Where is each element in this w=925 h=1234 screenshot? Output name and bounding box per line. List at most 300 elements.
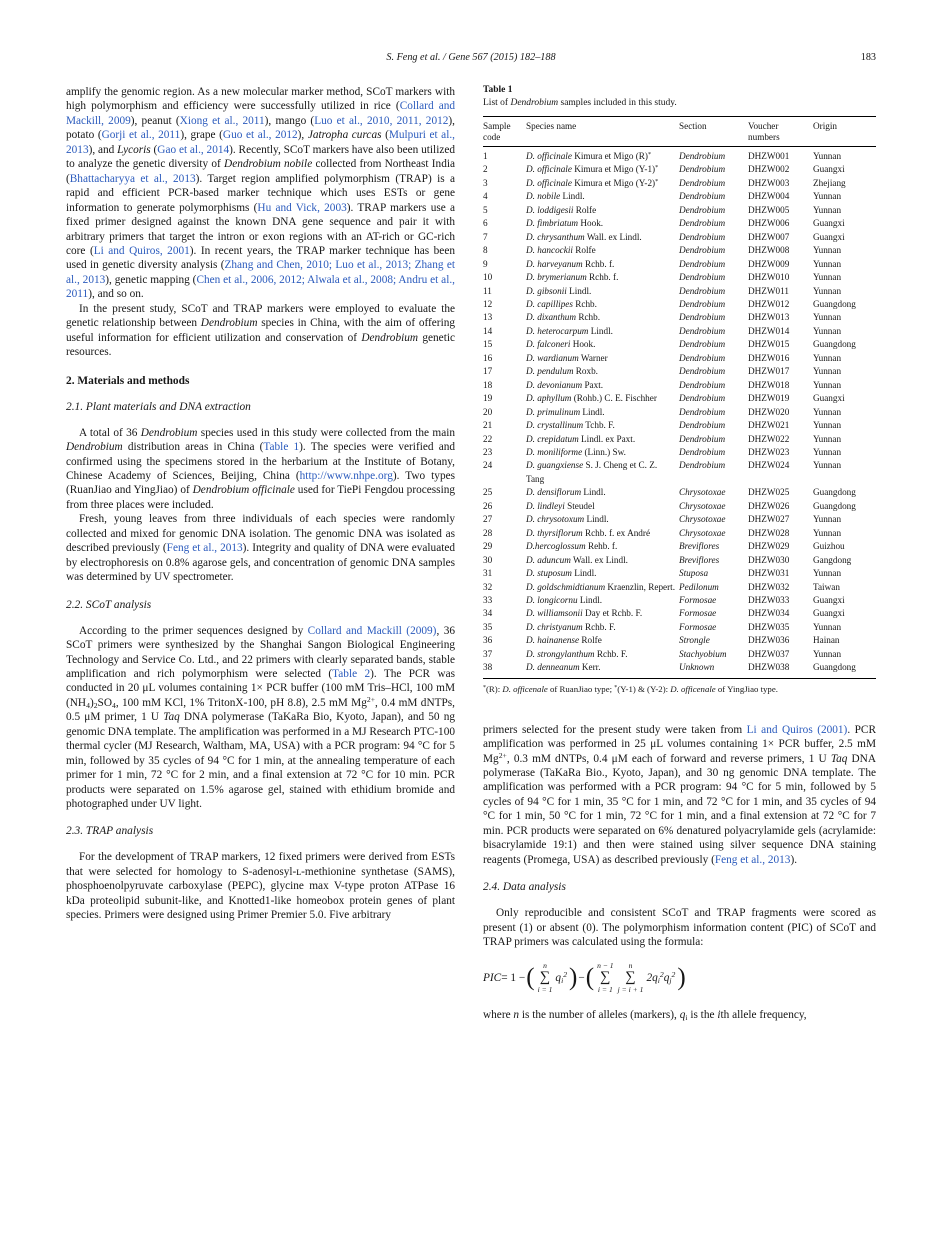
section-name: Dendrobium (679, 312, 726, 323)
table1-block (483, 85, 876, 695)
table-row (483, 594, 876, 607)
origin: Yunnan (813, 527, 842, 538)
section-name: Chrysotoxae (679, 527, 726, 538)
table-row (483, 433, 876, 446)
superscript: 2 (671, 970, 676, 980)
table-row (483, 513, 876, 526)
italic-text: D. aduncum (526, 554, 571, 565)
voucher-number: DHZW035 (748, 621, 790, 632)
origin: Yunnan (813, 446, 842, 457)
table-row (483, 661, 876, 678)
italic-text: D. densiflorum (526, 487, 582, 498)
citation-link[interactable]: Xiong et al., 2011 (179, 114, 265, 127)
origin: Yunnan (813, 245, 842, 256)
column-header: Origin (813, 121, 837, 131)
section-name: Dendrobium (679, 325, 726, 336)
section-name: Dendrobium (679, 446, 726, 457)
origin: Yunnan (813, 460, 842, 471)
voucher-number: DHZW028 (748, 527, 790, 538)
table-row (483, 177, 876, 190)
origin: Yunnan (813, 151, 842, 161)
sample-code: 30 (483, 554, 493, 565)
species-name: D. fimbriatum Hook. (526, 218, 604, 229)
italic-text: D. falconeri (526, 339, 571, 350)
table1-head (483, 117, 876, 147)
voucher-number: DHZW025 (748, 487, 790, 498)
species-name: D. denneanum Kerr. (526, 662, 601, 673)
voucher-number: DHZW021 (748, 420, 790, 431)
citation-link[interactable]: Mulpuri et al., 2013 (66, 129, 455, 156)
voucher-number: DHZW027 (748, 514, 790, 525)
italic-text: D. crepidatum (526, 433, 579, 444)
italic-text: D. denneanum (526, 662, 580, 673)
table-row (483, 352, 876, 365)
section-name: Formosae (679, 594, 717, 605)
section-name: Dendrobium (679, 272, 726, 283)
sample-code: 37 (483, 648, 493, 659)
italic-text: D. lindleyi (526, 500, 565, 511)
section-name: Unknown (679, 662, 715, 673)
section-name: Dendrobium (679, 393, 726, 404)
italic-text: D. chrysanthum (526, 231, 585, 242)
origin: Guangxi (813, 218, 845, 229)
species-name: D. hancockii Rolfe (526, 245, 596, 256)
citation-link[interactable]: Hu and Vick, 2003 (257, 201, 347, 214)
citation-link[interactable]: Feng et al., 2013 (714, 853, 791, 866)
two-column-layout (66, 85, 876, 1023)
table-row (483, 311, 876, 324)
italic-text: D.hercoglossum (526, 541, 586, 552)
species-name: D. aduncum Wall. ex Lindl. (526, 554, 628, 565)
column-header: Species name (526, 121, 577, 131)
italic-text: Dendrobium (200, 317, 258, 330)
italic-text: D. gibsonii (526, 285, 567, 296)
citation-link[interactable]: Chen et al., 2006, 2012; Alwala et al., 2008; Andru et al., 2011 (66, 273, 455, 301)
sample-code: 14 (483, 325, 493, 336)
formula-lhs: PIC (483, 971, 502, 984)
table-row (483, 285, 876, 298)
italic-text: D. loddigesii (526, 204, 574, 215)
citation-link[interactable]: Li and Quiros, 2001 (93, 244, 190, 257)
italic-text: Dendrobium officinale (192, 484, 295, 497)
table1-body (483, 147, 876, 679)
section-name: Breviflores (679, 554, 720, 565)
paragraph-formula-where: where n is the number of alleles (markers), qi is the ith allele frequency, (483, 1009, 807, 1023)
sample-code: 24 (483, 460, 493, 471)
origin: Yunnan (813, 568, 842, 579)
table-row (483, 325, 876, 338)
table-row (483, 190, 876, 203)
sample-code: 4 (483, 191, 488, 202)
section-name: Stachyobium (679, 648, 727, 659)
italic-text: D. primulinum (526, 406, 581, 417)
citation-link[interactable]: Gorji et al., 2011 (101, 129, 181, 142)
section-name: Pedilonum (679, 581, 719, 592)
sample-code: 26 (483, 500, 493, 511)
voucher-number: DHZW008 (748, 245, 790, 256)
superscript: 2 (563, 970, 568, 980)
voucher-number: DHZW016 (748, 352, 790, 363)
italic-text: D. fimbriatum (526, 218, 579, 229)
subscript: i (657, 975, 660, 985)
sample-code: 6 (483, 218, 488, 229)
italic-text: D. nobile (526, 191, 561, 202)
table1-label: Table 1 (483, 85, 513, 95)
sigma-icon: ∑ (539, 969, 551, 986)
voucher-number: DHZW001 (748, 151, 790, 161)
section-name: Dendrobium (679, 177, 726, 188)
species-name: D. dixanthum Rchb. (526, 312, 601, 323)
italic-text: Dendrobium (66, 441, 123, 454)
citation-link[interactable]: Table 2 (332, 667, 371, 680)
italic-text: Dendrobium (510, 98, 559, 108)
italic-text: D. stuposum (526, 568, 572, 579)
origin: Yunnan (813, 272, 842, 283)
table-row (483, 527, 876, 540)
origin: Yunnan (813, 191, 842, 202)
section-name: Dendrobium (679, 379, 726, 390)
formula-minus: − (578, 971, 585, 984)
citation-link[interactable]: Feng et al., 2013 (166, 542, 243, 555)
sample-code: 27 (483, 514, 493, 525)
species-name: D. falconeri Hook. (526, 339, 596, 350)
italic-text: q (679, 1009, 686, 1022)
origin: Guangdong (813, 500, 856, 511)
table-row (483, 446, 876, 459)
citation-link[interactable]: Luo et al., 2010, 2011, 2012 (314, 114, 449, 127)
table-row (483, 459, 876, 486)
table-row (483, 581, 876, 594)
paragraph-scot-analysis: According to the primer sequences designed by Collard and Mackill (2009), 36 SCoT primers were synthesized by the Shanghai Sangon Biological Engineering Technology and Service Co. Ltd., and 22 primers with clearly separated bands, stable amplification and rich polymorphism were selected (Table 2). The PCR was conducted in 20 μL volumes containing 1× PCR buffer (100 mM Tris–HCl, 100 mM (NH4)2SO4, 100 mM KCl, 1% TritonX-100, pH 8.8), 2.5 mM $Mg^{2+}$, 0.4 mM dNTPs, 0.5 μM primer, 1 U Taq DNA polymerase (TaKaRa Bio, Kyoto, Japan), and 50 ng genomic DNA template. The amplification was performed in a MJ Research PTC-100 thermal cycler (MJ Research, Waltham, MA, USA) with a PCR program: 94 °C for 5 min, followed by 35 cycles of 94 °C for 1 min, at the annealing temperature of each primer for 1 min, 72 °C for 2 min, and a final extension at 72 °C for 10 min. PCR products were separated on 1.5% agarose gel, stained with ethidium bromide and photographed under UV light. (66, 624, 456, 811)
sample-code: 3 (483, 177, 488, 188)
superscript: * (483, 684, 486, 691)
sum-lower-limit: i = 1 (597, 984, 613, 994)
sample-code: 22 (483, 433, 493, 444)
italic-text: D. goldschmidtianum (526, 581, 606, 592)
sample-code: 11 (483, 285, 492, 296)
table-row (483, 258, 876, 271)
citation-link[interactable]: Table 1 (263, 441, 300, 454)
voucher-number: DHZW004 (748, 191, 790, 202)
sample-code: 10 (483, 272, 493, 283)
section-name: Dendrobium (679, 352, 726, 363)
voucher-number: DHZW037 (748, 648, 790, 659)
origin: Yunnan (813, 204, 842, 215)
table-row (483, 554, 876, 567)
voucher-number: DHZW017 (748, 366, 790, 377)
column-header: Sample code (483, 121, 511, 142)
pic-formula (483, 962, 876, 995)
species-name: D. goldschmidtianum Kraenzlin, Repert. (526, 581, 676, 592)
voucher-number: DHZW026 (748, 500, 790, 511)
origin: Yunnan (813, 352, 842, 363)
voucher-number: DHZW003 (748, 177, 790, 188)
sample-code: 32 (483, 581, 493, 592)
species-name: D. primulinum Lindl. (526, 406, 605, 417)
table-row (483, 634, 876, 647)
origin: Yunnan (813, 648, 842, 659)
species-name: D.hercoglossum Rehb. f. (526, 541, 618, 552)
table-row (483, 217, 876, 230)
species-name: D. guangxiense S. J. Cheng et C. Z. Tang (526, 460, 658, 484)
origin: Yunnan (813, 621, 842, 632)
origin: Yunnan (813, 325, 842, 336)
sample-code: 13 (483, 312, 493, 323)
table1-header-row (483, 117, 876, 147)
sample-code: 7 (483, 231, 488, 242)
italic-text: D. officenale (670, 683, 716, 694)
voucher-number: DHZW018 (748, 379, 790, 390)
paragraph-plant-materials-1: A total of 36 Dendrobium species used in this study were collected from the main Dendrobium distribution areas in China (Table 1). The species were verified and confirmed using the specimens stored in the herbarium at the Institute of Botany, Chinese Academy of Sciences, Beijing, China (http://www.nhpe.org). Two types (RuanJiao and YingJiao) of Dendrobium officinale used for TiePi Fengdou processing from three places were included. (66, 426, 456, 511)
species-name: D. officinale Kimura et Migo (R)* (526, 150, 652, 161)
italic-text: D. chrysotoxum (526, 514, 585, 525)
species-name: D. nobile Lindl. (526, 191, 585, 202)
citation-link[interactable]: Bhattacharyya et al., 2013 (69, 172, 196, 185)
species-name: D. densiflorum Lindl. (526, 487, 606, 498)
summation-2 (597, 962, 614, 995)
italic-text: D. crystallinum (526, 420, 584, 431)
sample-code: 18 (483, 379, 493, 390)
voucher-number: DHZW032 (748, 581, 790, 592)
species-name: D. crepidatum Lindl. ex Paxt. (526, 433, 636, 444)
voucher-number: DHZW007 (748, 231, 790, 242)
table-row (483, 621, 876, 634)
section-name: Dendrobium (679, 151, 726, 161)
origin: Guangxi (813, 231, 845, 242)
species-name: D. gibsonii Lindl. (526, 285, 592, 296)
species-name: D. capillipes Rchb. (526, 298, 597, 309)
voucher-number: DHZW002 (748, 164, 790, 175)
italic-text: D. dixanthum (526, 312, 577, 323)
sample-code: 2 (483, 164, 488, 175)
species-name: D. stuposum Lindl. (526, 568, 597, 579)
left-paren: ( (526, 963, 535, 991)
origin: Gangdong (813, 554, 852, 565)
italic-text: D. pendulum (526, 366, 574, 377)
italic-text: D. officinale (526, 151, 572, 161)
paragraph-intro-continued: amplify the genomic region. As a new molecular marker method, SCoT markers with high polymorphism and efficiency were successfully utilized in rice (Collard and Mackill, 2009), peanut (Xiong et al., 2011), mango (Luo et al., 2010, 2011, 2012), potato (Gorji et al., 2011), grape (Guo et al., 2012), Jatropha curcas (Mulpuri et al., 2013), and Lycoris (Gao et al., 2014). Recently, SCoT markers have also been utilized to analyze the genetic diversity of Dendrobium nobile collected from Northeast India (Bhattacharyya et al., 2013). Target region amplified polymorphism (TRAP) is a rapid and efficient PCR-based marker technique which uses ESTs or gene information to generate polymorphisms (Hu and Vick, 2003). TRAP markers use a fixed primer designed against the known DNA gene sequence and pair it with arbitrary primers that target the intron or exon regions with an AT-rich or GC-rich core (Li and Quiros, 2001). In recent years, the TRAP marker technique has been used in genetic diversity analysis (Zhang and Chen, 2010; Luo et al., 2013; Zhang et al., 2013), genetic mapping (Chen et al., 2006, 2012; Alwala et al., 2008; Andru et al., 2011), and so on. (66, 86, 456, 301)
sample-code: 20 (483, 406, 493, 417)
species-name: D. lindleyi Steudel (526, 500, 595, 511)
italic-text: Taq (163, 711, 180, 724)
italic-text: D. williamsonii (526, 608, 583, 619)
page-number: 183 (860, 52, 876, 63)
voucher-number: DHZW006 (748, 218, 790, 229)
italic-text: D. heterocarpum (526, 325, 589, 336)
sample-code: 36 (483, 635, 493, 646)
voucher-number: DHZW029 (748, 541, 790, 552)
sample-code: 8 (483, 245, 488, 256)
citation-link[interactable]: Zhang and Chen, 2010; Luo et al., 2013; Zhang et al., 2013 (66, 259, 455, 286)
origin: Taiwan (813, 581, 840, 592)
subsection-heading-trap-analysis: 2.3. TRAP analysis (66, 825, 154, 838)
section-name: Dendrobium (679, 258, 726, 269)
table-row (483, 648, 876, 661)
right-paren: ) (677, 963, 686, 991)
italic-text: Dendrobium (361, 331, 419, 344)
table-row (483, 271, 876, 284)
paragraph-trap-analysis: For the development of TRAP markers, 12 fixed primers were derived from ESTs that were selected for homology to S-adenosyl-ʟ-methionine synthetase (SAMS), phosphoenolpyruvate carboxylase (PEPC), glycine max V-type proton ATPase 16 kDa proteolipid subunit-like, and Knotted1-like homeobox protein genes of plant species. Primers were designed using Primer Premier 5.0. Five arbitrary (66, 851, 455, 922)
italic-text: D. strongylanthum (526, 648, 595, 659)
italic-text: D. brymerianum (526, 272, 587, 283)
italic-text: D. officenale (502, 683, 548, 694)
table-row (483, 298, 876, 311)
subscript: 2 (93, 700, 98, 710)
italic-text: D. aphyllum (526, 393, 572, 404)
sum-lower-limit: j = i + 1 (617, 984, 644, 994)
italic-text: i (717, 1009, 721, 1022)
origin: Guizhou (813, 541, 845, 552)
left-paren: ( (585, 963, 595, 991)
italic-text: q (652, 971, 658, 984)
section-name: Dendrobium (679, 218, 726, 229)
italic-text: D. hainanense (526, 635, 580, 646)
table-row (483, 204, 876, 217)
voucher-number: DHZW010 (748, 272, 790, 283)
italic-text: D. longicornu (526, 594, 578, 605)
table-row (483, 607, 876, 620)
italic-text: Lycoris (117, 143, 151, 156)
species-name: D. williamsonii Day et Rchb. F. (526, 608, 643, 619)
superscript: * (655, 177, 659, 185)
origin: Guangdong (813, 339, 856, 350)
origin: Guangxi (813, 164, 845, 175)
species-name: D. longicornu Lindl. (526, 594, 603, 605)
sigma-icon: ∑ (600, 969, 611, 986)
sample-code: 16 (483, 352, 493, 363)
section-name: Dendrobium (679, 191, 726, 202)
voucher-number: DHZW012 (748, 298, 790, 309)
origin: Guangdong (813, 298, 856, 309)
italic-text: D. thyrsiflorum (526, 527, 583, 538)
sigma-icon: ∑ (625, 969, 636, 986)
species-name: D. chrysanthum Wall. ex Lindl. (526, 231, 642, 242)
voucher-number: DHZW019 (748, 393, 790, 404)
section-name: Dendrobium (679, 420, 726, 431)
section-heading-materials-and-methods: 2. Materials and methods (66, 374, 190, 387)
left-column (66, 85, 455, 1023)
section-name: Dendrobium (679, 298, 726, 309)
italic-text: D. moniliforme (526, 446, 583, 457)
italic-text: n (513, 1009, 520, 1022)
italic-text: Dendrobium nobile (224, 158, 313, 171)
table-row (483, 567, 876, 580)
voucher-number: DHZW013 (748, 312, 790, 323)
voucher-number: DHZW033 (748, 594, 790, 605)
subscript: j (669, 975, 672, 985)
citation-link[interactable]: Collard and Mackill, 2009 (66, 100, 456, 127)
species-name: D. pendulum Roxb. (526, 366, 598, 377)
page-header (66, 52, 876, 63)
sample-code: 23 (483, 446, 493, 457)
voucher-number: DHZW034 (748, 608, 790, 619)
section-name: Dendrobium (679, 460, 726, 471)
origin: Yunnan (813, 406, 842, 417)
subscript: i (561, 975, 564, 985)
origin: Hainan (813, 635, 840, 646)
sample-code: 29 (483, 541, 493, 552)
sample-code: 1 (483, 151, 488, 161)
italic-text: D. devonianum (526, 379, 583, 390)
species-name: D. moniliforme (Linn.) Sw. (526, 446, 626, 457)
section-name: Dendrobium (679, 406, 726, 417)
sample-code: 25 (483, 487, 493, 498)
species-name: D. chrysotoxum Lindl. (526, 514, 609, 525)
sample-code: 17 (483, 366, 493, 377)
table1 (483, 116, 876, 679)
italic-text: D. harveyanum (526, 258, 583, 269)
species-name: D. christyanum Rchb. F. (526, 621, 616, 632)
summation-3 (618, 962, 644, 995)
origin: Yunnan (813, 258, 842, 269)
sample-code: 9 (483, 258, 488, 269)
voucher-number: DHZW020 (748, 406, 790, 417)
section-name: Dendrobium (679, 245, 726, 256)
species-name: D. aphyllum (Rohb.) C. E. Fischher (526, 393, 657, 404)
origin: Guangxi (813, 393, 845, 404)
voucher-number: DHZW031 (748, 568, 790, 579)
citation-link[interactable]: Collard and Mackill (2009) (307, 624, 437, 637)
citation-link[interactable]: Gao et al., 2014 (157, 143, 230, 156)
table-row (483, 231, 876, 244)
sample-code: 35 (483, 621, 493, 632)
origin: Yunnan (813, 433, 842, 444)
sample-code: 31 (483, 568, 493, 579)
section-name: Dendrobium (679, 231, 726, 242)
origin: Yunnan (813, 285, 842, 296)
section-name: Dendrobium (679, 285, 726, 296)
citation-link[interactable]: Li and Quiros (2001) (746, 723, 848, 736)
subsection-heading-plant-materials: 2.1. Plant materials and DNA extraction (66, 400, 251, 413)
summation-1 (538, 962, 553, 995)
voucher-number: DHZW005 (748, 204, 790, 215)
superscript: * (655, 164, 659, 172)
superscript: 2+ (366, 695, 376, 705)
subsection-heading-scot-analysis: 2.2. SCoT analysis (66, 598, 152, 611)
subscript: 4 (112, 700, 116, 710)
citation-link[interactable]: Guo et al., 2012 (222, 129, 298, 142)
sample-code: 21 (483, 420, 493, 431)
table-row (483, 486, 876, 499)
paragraph-data-analysis: Only reproducible and consistent SCoT and TRAP fragments were scored as present (1) or absent (0). The polymorphism information content (PIC) of SCoT and TRAP primers was calculated using the formula: (483, 907, 876, 949)
sum-upper-limit: n (628, 960, 633, 970)
origin: Zhejiang (813, 177, 846, 188)
sample-code: 19 (483, 393, 493, 404)
italic-text: D. capillipes (526, 298, 573, 309)
table-row (483, 406, 876, 419)
sample-code: 38 (483, 662, 493, 673)
italic-text: D. christyanum (526, 621, 583, 632)
italic-text: D. wardianum (526, 352, 579, 363)
voucher-number: DHZW024 (748, 460, 790, 471)
table1-footnote: *(R): D. officenale of RuanJiao type; *(Y-1) & (Y-2): D. officenale of YingJiao type. (483, 683, 778, 694)
table-row (483, 419, 876, 432)
origin: Guangdong (813, 487, 856, 498)
sample-code: 34 (483, 608, 493, 619)
voucher-number: DHZW038 (748, 662, 790, 673)
species-name: D. brymerianum Rchb. f. (526, 272, 619, 283)
species-name: D. wardianum Warner (526, 352, 608, 363)
sample-code: 5 (483, 204, 488, 215)
superscript: 2+ (498, 750, 507, 760)
origin: Guangxi (813, 608, 845, 619)
table-row (483, 163, 876, 176)
voucher-number: DHZW014 (748, 325, 790, 336)
subscript: 4 (86, 700, 90, 710)
table-row (483, 338, 876, 351)
running-head: S. Feng et al. / Gene 567 (2015) 182–188 (386, 52, 556, 63)
citation-link[interactable]: http://www.nhpe.org (299, 469, 393, 482)
